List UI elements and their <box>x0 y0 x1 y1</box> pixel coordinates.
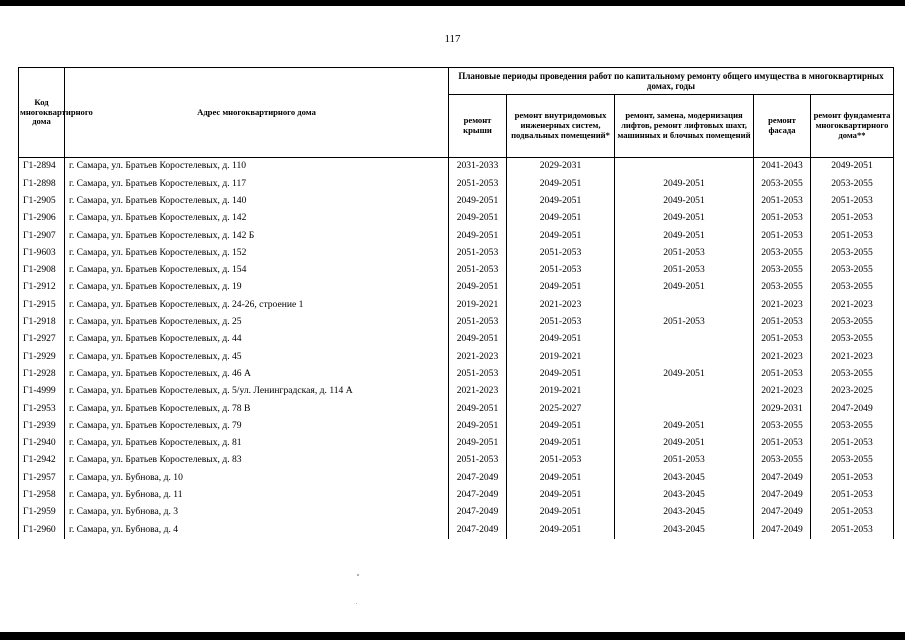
cell-facade: 2051-2053 <box>754 210 811 227</box>
cell-lifts <box>615 331 754 348</box>
cell-systems: 2051-2053 <box>507 452 615 469</box>
header-foundation: ремонт фундамента многоквартирного дома** <box>811 95 894 158</box>
cell-address: г. Самара, ул. Братьев Коростелевых, д. 44 <box>65 331 449 348</box>
cell-facade: 2053-2055 <box>754 417 811 434</box>
cell-facade: 2053-2055 <box>754 175 811 192</box>
table-row <box>19 452 894 469</box>
cell-address: г. Самара, ул. Бубнова, д. 3 <box>65 504 449 521</box>
cell-foundation: 2049-2051 <box>811 158 894 176</box>
table-row <box>19 487 894 504</box>
cell-foundation: 2051-2053 <box>811 210 894 227</box>
cell-address: г. Самара, ул. Братьев Коростелевых, д. 24-26, строение 1 <box>65 296 449 313</box>
cell-address: г. Самара, ул. Братьев Коростелевых, д. 152 <box>65 244 449 261</box>
scan-speck <box>357 574 359 576</box>
cell-address: г. Самара, ул. Братьев Коростелевых, д. 25 <box>65 314 449 331</box>
cell-foundation: 2051-2053 <box>811 435 894 452</box>
table-row <box>19 262 894 279</box>
cell-foundation: 2053-2055 <box>811 175 894 192</box>
cell-roof: 2051-2053 <box>449 244 507 261</box>
cell-systems: 2021-2023 <box>507 296 615 313</box>
cell-foundation: 2053-2055 <box>811 244 894 261</box>
cell-foundation: 2051-2053 <box>811 193 894 210</box>
cell-foundation: 2023-2025 <box>811 383 894 400</box>
cell-address: г. Самара, ул. Братьев Коростелевых, д. 117 <box>65 175 449 192</box>
table-row <box>19 348 894 365</box>
cell-code: Г1-2905 <box>19 193 65 210</box>
cell-code: Г1-2953 <box>19 400 65 417</box>
cell-code: Г1-2928 <box>19 366 65 383</box>
cell-systems: 2049-2051 <box>507 417 615 434</box>
cell-foundation: 2051-2053 <box>811 504 894 521</box>
cell-roof: 2051-2053 <box>449 314 507 331</box>
cell-code: Г1-2958 <box>19 487 65 504</box>
cell-lifts: 2049-2051 <box>615 417 754 434</box>
cell-roof: 2021-2023 <box>449 383 507 400</box>
cell-lifts: 2043-2045 <box>615 487 754 504</box>
table-row <box>19 158 894 176</box>
cell-facade: 2053-2055 <box>754 279 811 296</box>
cell-lifts: 2051-2053 <box>615 262 754 279</box>
cell-facade: 2047-2049 <box>754 487 811 504</box>
cell-foundation: 2053-2055 <box>811 331 894 348</box>
cell-foundation: 2053-2055 <box>811 279 894 296</box>
cell-facade: 2051-2053 <box>754 331 811 348</box>
cell-address: г. Самара, ул. Бубнова, д. 11 <box>65 487 449 504</box>
cell-roof: 2051-2053 <box>449 452 507 469</box>
cell-lifts: 2049-2051 <box>615 227 754 244</box>
bottom-border-rule <box>0 632 905 640</box>
cell-roof: 2021-2023 <box>449 348 507 365</box>
cell-address: г. Самара, ул. Братьев Коростелевых, д. 83 <box>65 452 449 469</box>
cell-foundation: 2051-2053 <box>811 487 894 504</box>
cell-systems: 2049-2051 <box>507 279 615 296</box>
cell-roof: 2051-2053 <box>449 175 507 192</box>
cell-lifts: 2049-2051 <box>615 193 754 210</box>
cell-facade: 2021-2023 <box>754 348 811 365</box>
cell-roof: 2049-2051 <box>449 279 507 296</box>
cell-foundation: 2051-2053 <box>811 227 894 244</box>
cell-facade: 2051-2053 <box>754 227 811 244</box>
cell-foundation: 2051-2053 <box>811 521 894 538</box>
cell-address: г. Самара, ул. Братьев Коростелевых, д. 19 <box>65 279 449 296</box>
cell-lifts: 2043-2045 <box>615 469 754 486</box>
cell-roof: 2019-2021 <box>449 296 507 313</box>
cell-systems: 2049-2051 <box>507 193 615 210</box>
cell-facade: 2041-2043 <box>754 158 811 176</box>
table-row <box>19 296 894 313</box>
cell-lifts: 2049-2051 <box>615 210 754 227</box>
cell-code: Г1-2918 <box>19 314 65 331</box>
cell-lifts: 2051-2053 <box>615 452 754 469</box>
cell-code: Г1-9603 <box>19 244 65 261</box>
cell-lifts: 2049-2051 <box>615 175 754 192</box>
cell-lifts: 2049-2051 <box>615 279 754 296</box>
table-row <box>19 193 894 210</box>
cell-facade: 2053-2055 <box>754 452 811 469</box>
table-row <box>19 521 894 538</box>
cell-foundation: 2053-2055 <box>811 417 894 434</box>
cell-lifts: 2043-2045 <box>615 504 754 521</box>
cell-systems: 2049-2051 <box>507 175 615 192</box>
cell-address: г. Самара, ул. Бубнова, д. 10 <box>65 469 449 486</box>
top-border-rule <box>0 0 905 6</box>
cell-facade: 2021-2023 <box>754 296 811 313</box>
cell-lifts: 2049-2051 <box>615 366 754 383</box>
cell-address: г. Самара, ул. Братьев Коростелевых, д. 142 Б <box>65 227 449 244</box>
cell-code: Г1-2942 <box>19 452 65 469</box>
cell-roof: 2031-2033 <box>449 158 507 176</box>
cell-roof: 2049-2051 <box>449 193 507 210</box>
cell-facade: 2051-2053 <box>754 366 811 383</box>
cell-systems: 2049-2051 <box>507 435 615 452</box>
cell-systems: 2049-2051 <box>507 210 615 227</box>
header-systems: ремонт внутридомовых инженерных систем, подвальных помещений* <box>507 95 615 158</box>
cell-lifts: 2051-2053 <box>615 244 754 261</box>
cell-address: г. Самара, ул. Братьев Коростелевых, д. 79 <box>65 417 449 434</box>
cell-facade: 2051-2053 <box>754 314 811 331</box>
cell-address: г. Самара, ул. Братьев Коростелевых, д. 81 <box>65 435 449 452</box>
cell-roof: 2049-2051 <box>449 435 507 452</box>
cell-roof: 2049-2051 <box>449 400 507 417</box>
cell-code: Г1-2906 <box>19 210 65 227</box>
cell-facade: 2047-2049 <box>754 469 811 486</box>
cell-code: Г1-2908 <box>19 262 65 279</box>
cell-foundation: 2053-2055 <box>811 314 894 331</box>
cell-systems: 2049-2051 <box>507 487 615 504</box>
header-roof: ремонт крыши <box>449 95 507 158</box>
cell-code: Г1-2907 <box>19 227 65 244</box>
table-row <box>19 314 894 331</box>
cell-address: г. Самара, ул. Братьев Коростелевых, д. 78 В <box>65 400 449 417</box>
cell-facade: 2047-2049 <box>754 504 811 521</box>
cell-roof: 2047-2049 <box>449 469 507 486</box>
cell-address: г. Самара, ул. Бубнова, д. 4 <box>65 521 449 538</box>
table-row <box>19 417 894 434</box>
cell-facade: 2053-2055 <box>754 244 811 261</box>
cell-systems: 2029-2031 <box>507 158 615 176</box>
cell-code: Г1-4999 <box>19 383 65 400</box>
cell-address: г. Самара, ул. Братьев Коростелевых, д. 142 <box>65 210 449 227</box>
cell-code: Г1-2939 <box>19 417 65 434</box>
cell-systems: 2025-2027 <box>507 400 615 417</box>
cell-code: Г1-2894 <box>19 158 65 176</box>
table-row <box>19 331 894 348</box>
table-row <box>19 400 894 417</box>
cell-foundation: 2021-2023 <box>811 296 894 313</box>
cell-address: г. Самара, ул. Братьев Коростелевых, д. 140 <box>65 193 449 210</box>
cell-roof: 2047-2049 <box>449 504 507 521</box>
cell-code: Г1-2898 <box>19 175 65 192</box>
cell-systems: 2049-2051 <box>507 504 615 521</box>
cell-systems: 2051-2053 <box>507 314 615 331</box>
cell-code: Г1-2927 <box>19 331 65 348</box>
cell-address: г. Самара, ул. Братьев Коростелевых, д. 45 <box>65 348 449 365</box>
cell-roof: 2051-2053 <box>449 366 507 383</box>
cell-foundation: 2053-2055 <box>811 452 894 469</box>
cell-lifts: 2049-2051 <box>615 435 754 452</box>
table-row <box>19 244 894 261</box>
cell-lifts: 2043-2045 <box>615 521 754 538</box>
cell-roof: 2049-2051 <box>449 210 507 227</box>
cell-code: Г1-2959 <box>19 504 65 521</box>
cell-address: г. Самара, ул. Братьев Коростелевых, д. 154 <box>65 262 449 279</box>
cell-facade: 2029-2031 <box>754 400 811 417</box>
cell-code: Г1-2960 <box>19 521 65 538</box>
table-row <box>19 435 894 452</box>
cell-systems: 2051-2053 <box>507 262 615 279</box>
cell-code: Г1-2957 <box>19 469 65 486</box>
header-planned-periods: Плановые периоды проведения работ по капитальному ремонту общего имущества в многоквартирных домах, годы <box>449 68 894 95</box>
cell-lifts <box>615 158 754 176</box>
cell-code: Г1-2912 <box>19 279 65 296</box>
scan-speck <box>356 603 357 604</box>
cell-roof: 2051-2053 <box>449 262 507 279</box>
cell-code: Г1-2940 <box>19 435 65 452</box>
cell-foundation: 2021-2023 <box>811 348 894 365</box>
cell-lifts: 2051-2053 <box>615 314 754 331</box>
cell-facade: 2047-2049 <box>754 521 811 538</box>
header-lifts: ремонт, замена, модернизация лифтов, ремонт лифтовых шахт, машинных и блочных помещений <box>615 95 754 158</box>
header-address: Адрес многоквартирного дома <box>65 68 449 158</box>
table-row <box>19 175 894 192</box>
header-code: Код многоквартирного дома <box>19 68 65 158</box>
cell-lifts <box>615 383 754 400</box>
cell-roof: 2049-2051 <box>449 331 507 348</box>
cell-address: г. Самара, ул. Братьев Коростелевых, д. 46 А <box>65 366 449 383</box>
table-row <box>19 279 894 296</box>
cell-facade: 2021-2023 <box>754 383 811 400</box>
cell-lifts <box>615 348 754 365</box>
cell-address: г. Самара, ул. Братьев Коростелевых, д. 5/ул. Ленинградская, д. 114 А <box>65 383 449 400</box>
table-row <box>19 469 894 486</box>
table-row <box>19 504 894 521</box>
cell-foundation: 2053-2055 <box>811 262 894 279</box>
cell-systems: 2019-2021 <box>507 383 615 400</box>
cell-facade: 2051-2053 <box>754 193 811 210</box>
cell-facade: 2051-2053 <box>754 435 811 452</box>
cell-roof: 2047-2049 <box>449 487 507 504</box>
table-row <box>19 383 894 400</box>
cell-code: Г1-2915 <box>19 296 65 313</box>
cell-systems: 2051-2053 <box>507 244 615 261</box>
table-row <box>19 227 894 244</box>
cell-roof: 2047-2049 <box>449 521 507 538</box>
cell-systems: 2049-2051 <box>507 469 615 486</box>
cell-foundation: 2047-2049 <box>811 400 894 417</box>
cell-facade: 2053-2055 <box>754 262 811 279</box>
header-facade: ремонт фасада <box>754 95 811 158</box>
table-row <box>19 210 894 227</box>
cell-systems: 2049-2051 <box>507 521 615 538</box>
cell-lifts <box>615 400 754 417</box>
cell-roof: 2049-2051 <box>449 417 507 434</box>
table-row <box>19 366 894 383</box>
cell-foundation: 2053-2055 <box>811 366 894 383</box>
page-number: 117 <box>444 33 461 45</box>
capital-repair-table <box>18 67 894 539</box>
cell-lifts <box>615 296 754 313</box>
cell-systems: 2049-2051 <box>507 227 615 244</box>
cell-systems: 2049-2051 <box>507 331 615 348</box>
cell-code: Г1-2929 <box>19 348 65 365</box>
cell-address: г. Самара, ул. Братьев Коростелевых, д. 110 <box>65 158 449 176</box>
cell-foundation: 2051-2053 <box>811 469 894 486</box>
cell-roof: 2049-2051 <box>449 227 507 244</box>
table-body <box>19 158 894 539</box>
cell-systems: 2049-2051 <box>507 366 615 383</box>
cell-systems: 2019-2021 <box>507 348 615 365</box>
